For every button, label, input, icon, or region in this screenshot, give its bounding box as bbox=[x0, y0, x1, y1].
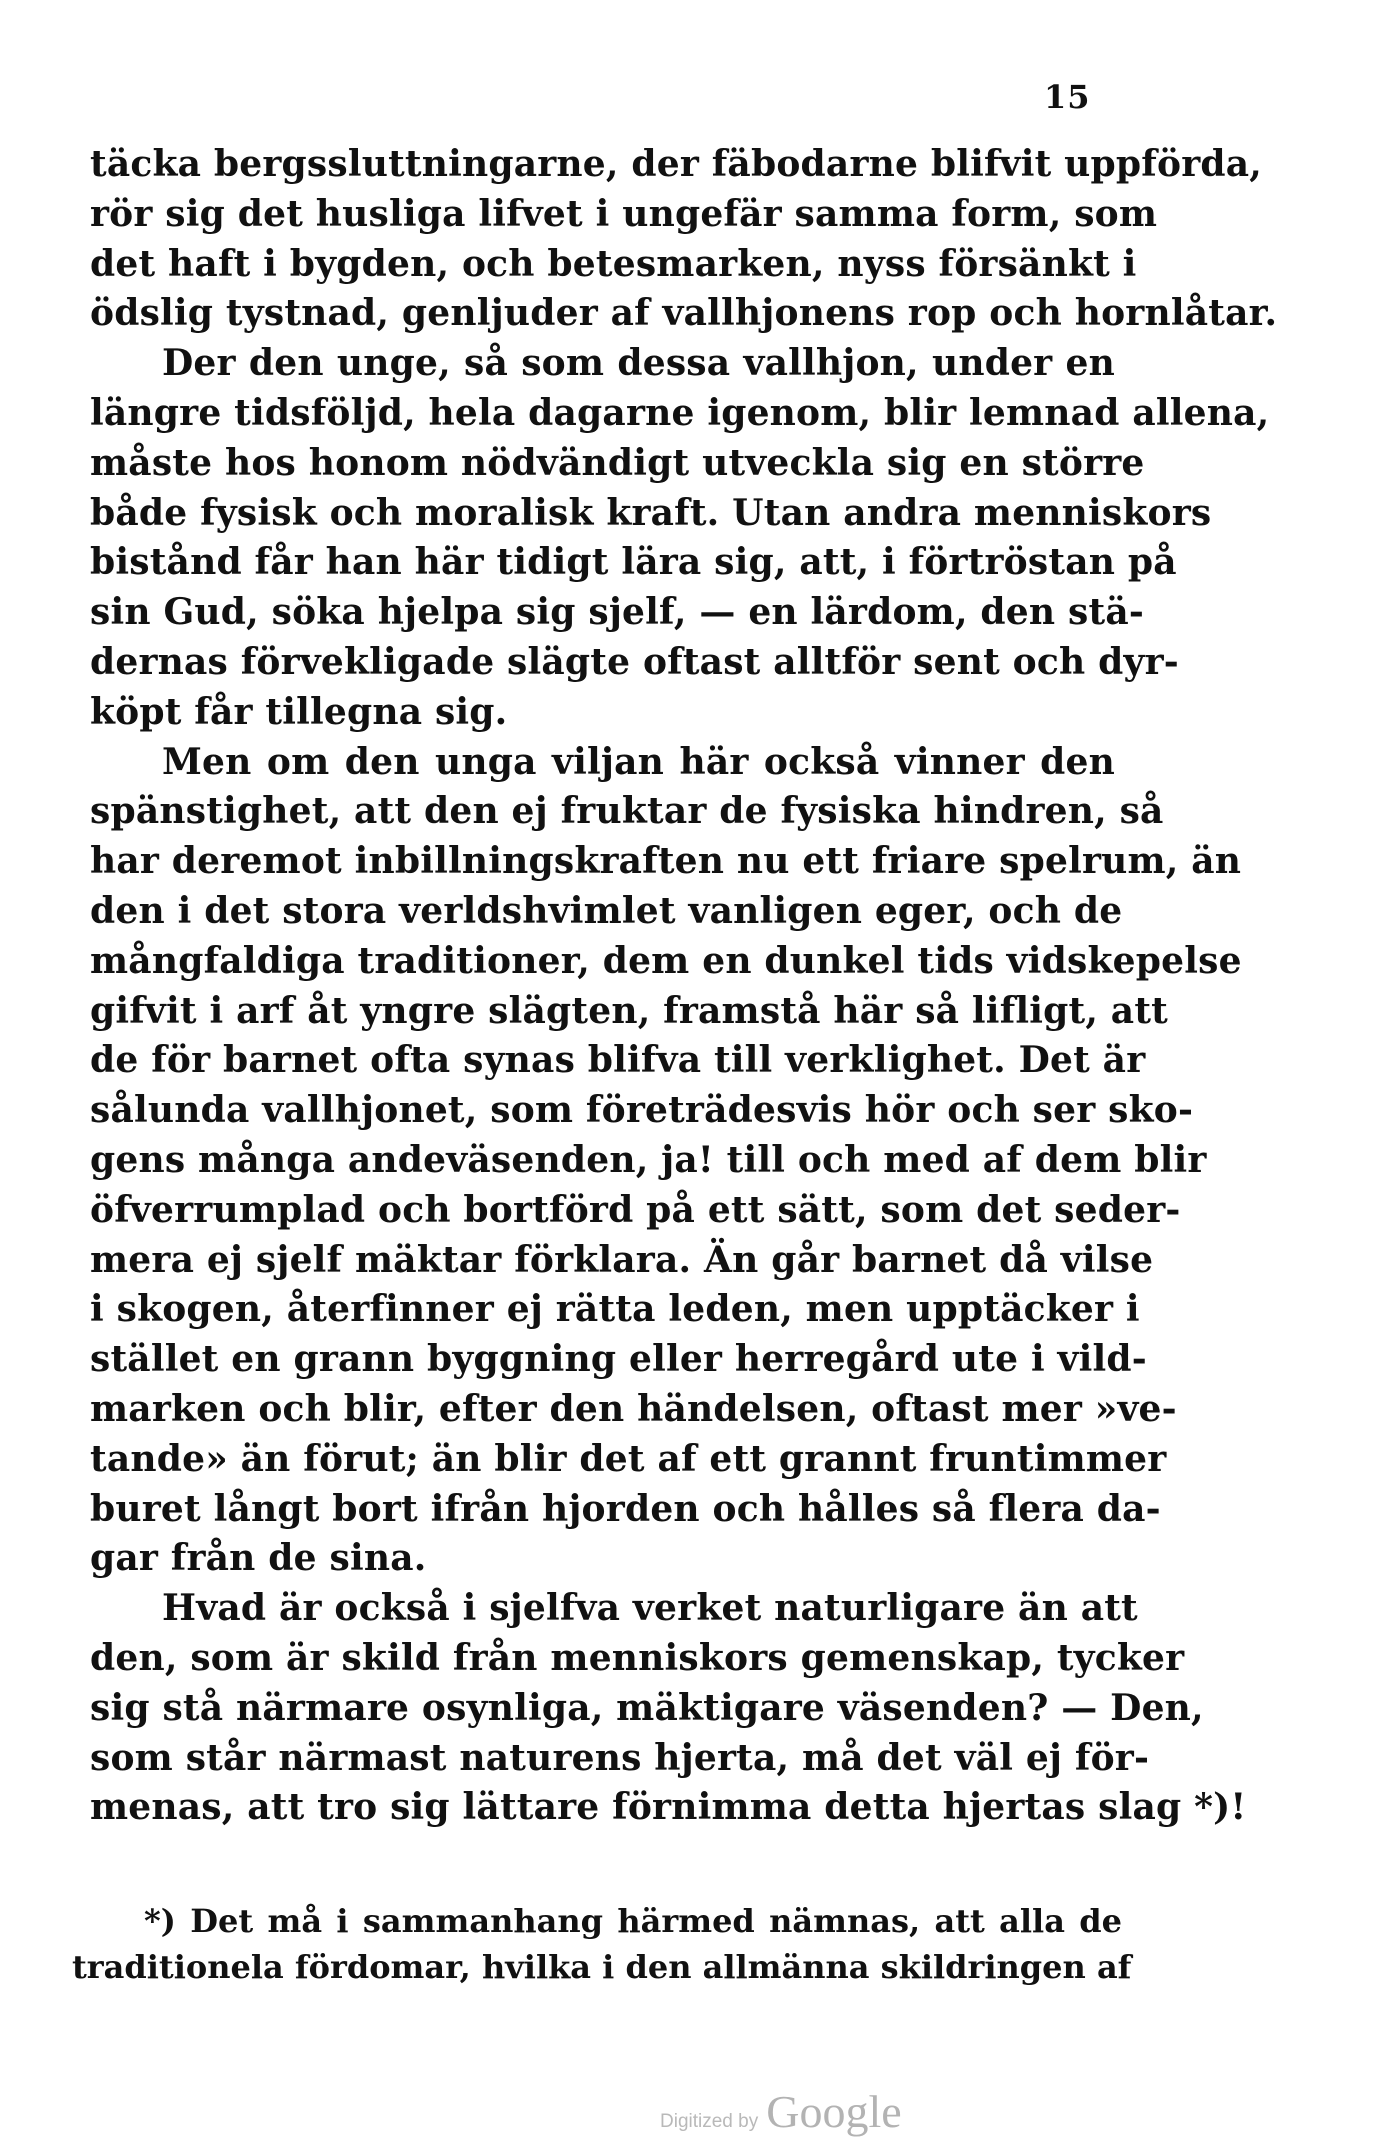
text-line: öfverrumplad och bortförd på ett sätt, som det seder- bbox=[90, 1188, 1181, 1231]
text-line: gifvit i arf åt yngre slägten, framstå här så lifligt, att bbox=[90, 989, 1168, 1032]
watermark-label: Digitized by bbox=[660, 2111, 759, 2132]
text-line: täcka bergssluttningarne, der fäbodarne blifvit uppförda, bbox=[90, 143, 1262, 185]
text-line: gar från de sina. bbox=[90, 1537, 427, 1580]
text-line: menas, att tro sig lättare förnimma detta hjertas slag *)! bbox=[90, 1786, 1247, 1829]
footnote-line: traditionela fördomar, hvilka i den allmänna skildringen af bbox=[72, 1948, 1132, 1986]
text-line: mångfaldiga traditioner, dem en dunkel tids vidskepelse bbox=[90, 939, 1242, 982]
text-line: sålunda vallhjonet, som företrädesvis hör och ser sko- bbox=[90, 1089, 1194, 1132]
text-line: mera ej sjelf mäktar förklara. Än går barnet då vilse bbox=[90, 1238, 1154, 1281]
text-line: gens många andeväsenden, ja! till och med af dem blir bbox=[90, 1138, 1207, 1181]
text-line: den i det stora verldshvimlet vanligen eger, och de bbox=[90, 889, 1123, 932]
digitization-watermark bbox=[660, 2085, 902, 2138]
text-line: köpt får tillegna sig. bbox=[90, 690, 508, 733]
text-line: både fysisk och moralisk kraft. Utan andra menniskors bbox=[90, 491, 1212, 534]
text-line: rör sig det husliga lifvet i ungefär samma form, som bbox=[90, 192, 1158, 235]
text-line: Hvad är också i sjelfva verket naturligare än att bbox=[162, 1587, 1138, 1630]
text-line: ödslig tystnad, genljuder af vallhjonens rop och hornlåtar. bbox=[90, 292, 1278, 335]
text-line: marken och blir, efter den händelsen, oftast mer »ve- bbox=[90, 1387, 1177, 1430]
text-line: stället en grann byggning eller herregård ute i vild- bbox=[90, 1338, 1147, 1381]
text-line: den, som är skild från menniskors gemenskap, tycker bbox=[90, 1636, 1185, 1679]
text-line: Men om den unga viljan här också vinner den bbox=[162, 740, 1115, 783]
text-line: Der den unge, så som dessa vallhjon, under en bbox=[162, 342, 1115, 385]
text-line: buret långt bort ifrån hjorden och hålles så flera da- bbox=[90, 1487, 1161, 1530]
text-line: dernas förvekligade slägte oftast alltför sent och dyr- bbox=[90, 640, 1179, 683]
google-logo: Google bbox=[766, 2086, 902, 2137]
page-number: 15 bbox=[1044, 78, 1091, 116]
text-line: sig stå närmare osynliga, mäktigare väsenden? — Den, bbox=[90, 1686, 1204, 1729]
text-line: längre tidsföljd, hela dagarne igenom, blir lemnad allena, bbox=[90, 391, 1270, 434]
text-line: har deremot inbillningskraften nu ett friare spelrum, än bbox=[90, 840, 1242, 883]
text-line: tande» än förut; än blir det af ett grannt fruntimmer bbox=[90, 1437, 1167, 1480]
text-line: det haft i bygden, och betesmarken, nyss försänkt i bbox=[90, 242, 1137, 285]
text-line: de för barnet ofta synas blifva till verklighet. Det är bbox=[90, 1039, 1146, 1082]
footnote-line: *) Det må i sammanhang härmed nämnas, att alla de bbox=[144, 1902, 1122, 1940]
body-text bbox=[90, 140, 1278, 1833]
text-line: som står närmast naturens hjerta, må det väl ej för- bbox=[90, 1736, 1150, 1779]
text-line: bistånd får han här tidigt lära sig, att, i förtröstan på bbox=[90, 541, 1177, 584]
text-line: måste hos honom nödvändigt utveckla sig en större bbox=[90, 441, 1145, 484]
text-line: i skogen, återfinner ej rätta leden, men upptäcker i bbox=[90, 1288, 1140, 1331]
text-line: sin Gud, söka hjelpa sig sjelf, — en lärdom, den stä- bbox=[90, 591, 1144, 634]
text-line: spänstighet, att den ej fruktar de fysiska hindren, så bbox=[90, 790, 1164, 833]
footnote bbox=[72, 1898, 1132, 1990]
